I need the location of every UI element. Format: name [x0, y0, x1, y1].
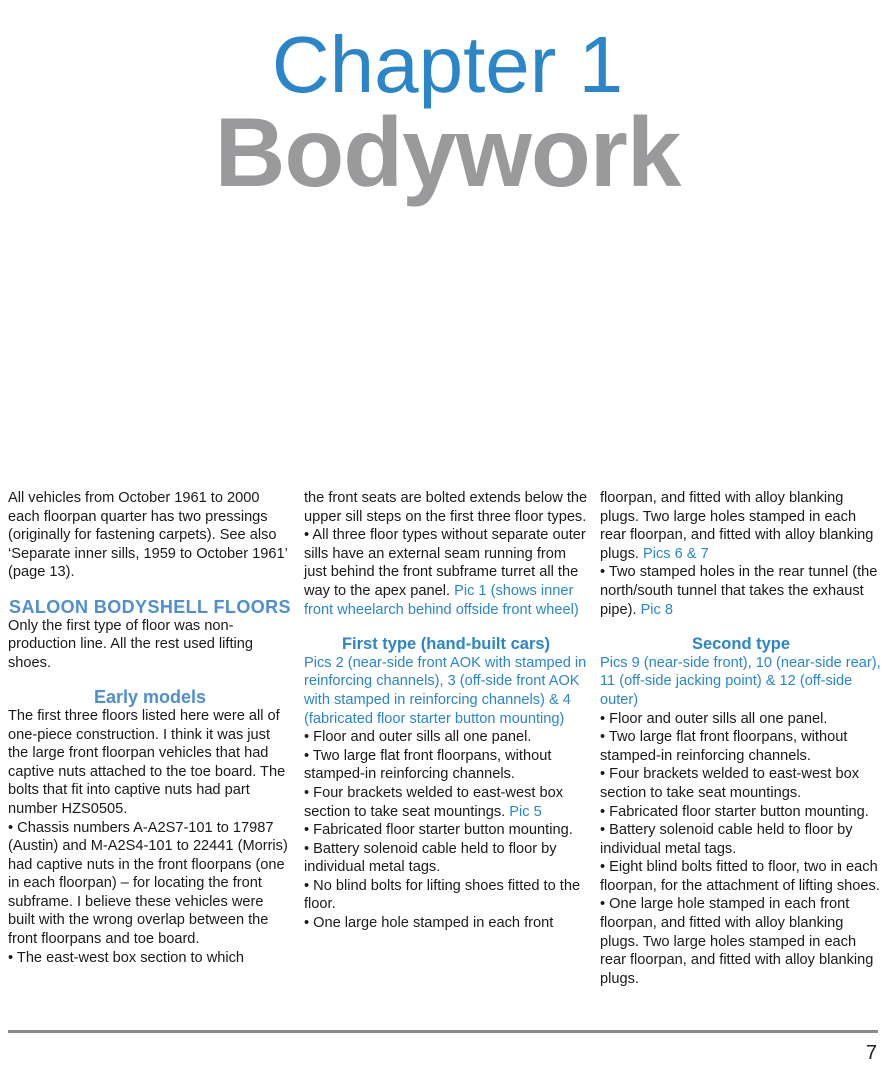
picture-reference: Pics 9 (near-side front), 10 (near-side rear), 11 (off-side jacking point) & 12 (off-side outer) — [600, 654, 881, 708]
paragraph-text: floorpan, and fitted with alloy blanking plugs. Two large holes stamped in each rear floorpan, and fitted with alloy blanking plugs. — [600, 490, 874, 562]
picture-reference: Pic 8 — [640, 601, 674, 618]
bullet-item: • Battery solenoid cable held to floor by individual metal tags. — [600, 822, 853, 857]
bullet-item: • Eight blind bolts fitted to floor, two in each floorpan, for the attachment of lifting shoes. — [600, 859, 880, 894]
picture-reference: Pic 5 — [509, 803, 542, 820]
bullet-text: • Four brackets welded to east-west box section to take seat mountings. — [304, 784, 563, 820]
text-column-1 — [8, 489, 292, 967]
continued-paragraph: the front seats are bolted extends below the upper sill steps on the first three floor types. — [304, 490, 588, 525]
bullet-item: • Floor and outer sills all one panel. — [600, 710, 828, 727]
bullet-item: • Battery solenoid cable held to floor by individual metal tags. — [304, 840, 557, 876]
section-heading: SALOON BODYSHELL FLOORS — [9, 596, 291, 617]
bullet-item: • Fabricated floor starter button mounting. — [304, 822, 573, 839]
chapter-label: Chapter 1 — [271, 20, 624, 109]
bullet-item — [600, 563, 882, 619]
text-column-2 — [304, 489, 588, 933]
bullet-item: • The east-west box section to which — [8, 949, 245, 966]
bullet-item: • No blind bolts for lifting shoes fitted to the floor. — [304, 877, 581, 913]
bullet-item: • Two large flat front floorpans, without stamped-in reinforcing channels. — [600, 729, 848, 764]
first-type-heading: First type (hand-built cars) — [341, 635, 551, 654]
bullet-text: • All three floor types without separate outer sills have an external seam running from just behind the front subframe turret all the way to the apex panel. — [304, 527, 586, 599]
second-type-heading: Second type — [691, 635, 791, 654]
bullet-item: • Four brackets welded to east-west box section to take seat mountings. — [600, 766, 859, 801]
intro-paragraph: All vehicles from October 1961 to 2000 each floorpan quarter has two pressings (originally for fastening carpets). See also ‘Separate inner sills, 1959 to October 1961’ (page 13). — [8, 490, 288, 581]
bullet-item: • One large hole stamped in each front — [304, 915, 554, 932]
bullet-item: • Fabricated floor starter button mounting. — [600, 803, 869, 820]
bullet-text: • Two stamped holes in the rear tunnel (the north/south tunnel that takes the exhaust pipe). — [600, 564, 878, 618]
chapter-title: Bodywork — [214, 97, 681, 207]
bullet-item — [304, 526, 588, 619]
text-column-3 — [600, 489, 882, 988]
picture-reference: Pic 1 (shows inner front wheelarch behind offside front wheel) — [304, 582, 579, 618]
bullet-item: • Floor and outer sills all one panel. — [304, 729, 532, 746]
early-models-paragraph: The first three floors listed here were all of one-piece construction. I think it was just the large front floorpan vehicles that had captive nuts attached to the toe board. The bolts that fit into captive nuts had part number HZS0505. — [8, 707, 286, 817]
bullet-item: • One large hole stamped in each front floorpan, and fitted with alloy blanking plugs. Two large holes stamped in each rear floorpan, and fitted with alloy blanking plugs. — [600, 896, 874, 987]
section-paragraph: Only the first type of floor was non-production line. All the rest used lifting shoes. — [8, 617, 253, 671]
bullet-item: • Chassis numbers A-A2S7-101 to 17987 (Austin) and M-A2S4-101 to 22441 (Morris) had captive nuts in the front floorpans (one in each floorpan) – for locating the front subframe. I believe these vehicles were built with the wrong overlap between the front floorpans and toe board. — [8, 819, 288, 948]
picture-reference: Pics 6 & 7 — [643, 545, 709, 562]
early-models-heading: Early models — [93, 687, 207, 708]
footer-divider — [8, 1030, 878, 1033]
bullet-item: • Two large flat front floorpans, without stamped-in reinforcing channels. — [304, 747, 552, 783]
continued-paragraph — [600, 489, 882, 563]
picture-reference: Pics 2 (near-side front AOK with stamped in reinforcing channels), 3 (off-side front AOK with stamped in reinforcing channels) & 4 (fabricated floor starter button mounting) — [304, 654, 587, 727]
page-number: 7 — [865, 1042, 877, 1064]
bullet-item — [304, 784, 588, 821]
